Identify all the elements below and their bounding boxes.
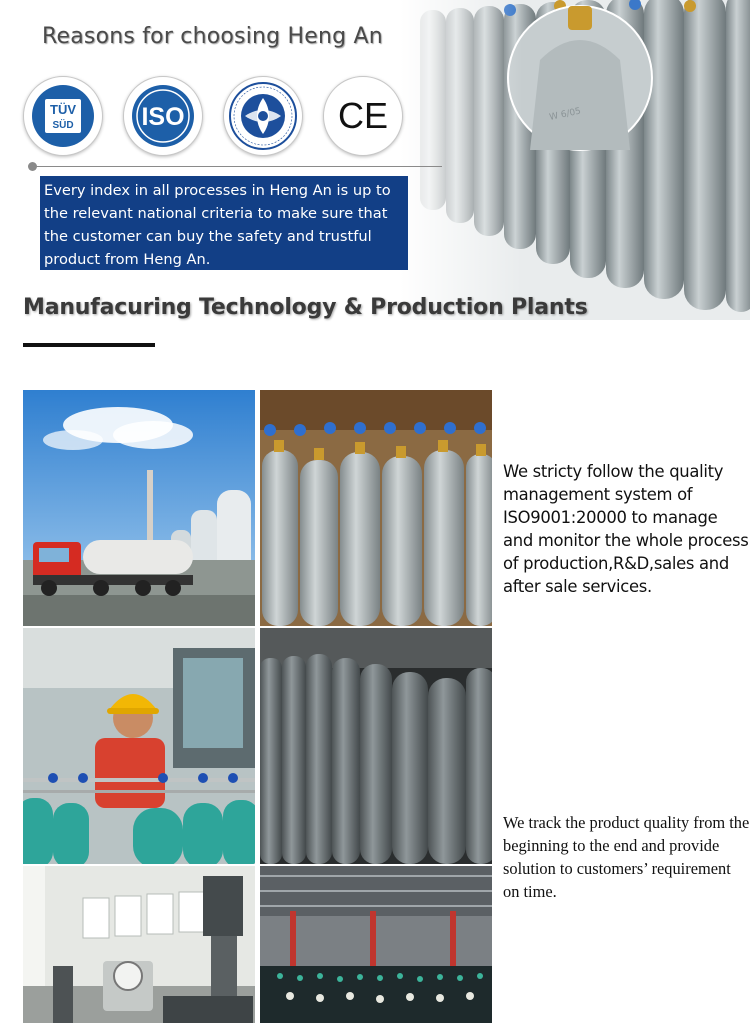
dot-logo xyxy=(223,76,303,156)
photo-testing-lab xyxy=(23,866,255,1023)
tuv-line2: SÜD xyxy=(52,120,74,131)
quality-system-text: We stricty follow the quality management system of ISO9001:20000 to manage and monitor the whole process of production,R&D,sales and after sale services. xyxy=(503,462,749,596)
ce-mark-icon xyxy=(330,83,396,149)
photo-factory-warehouse xyxy=(260,866,492,1023)
ce-logo xyxy=(323,76,403,156)
tuv-badge-icon xyxy=(30,83,96,149)
section-underline xyxy=(23,343,155,347)
ce-label: CE xyxy=(337,95,389,136)
photo-worker-inspection xyxy=(23,628,255,864)
tuv-line1: TÜV xyxy=(50,102,76,117)
hero-banner xyxy=(0,0,750,320)
photo-production-plant xyxy=(23,390,255,626)
dot-seal-icon xyxy=(228,81,298,151)
connector-line xyxy=(32,166,442,167)
quality-tracking-text: We track the product quality from the beginning to the end and provide solution to customers’ requirement on time. xyxy=(503,813,750,901)
section-title: Manufacuring Technology & Production Plants xyxy=(23,295,588,320)
iso-badge-icon xyxy=(130,83,196,149)
banner-description: Every index in all processes in Heng An is up to the relevant national criteria to make sure that the customer can buy the safety and trustful product from Heng An. xyxy=(40,176,408,270)
iso-label: ISO xyxy=(141,103,185,131)
tuv-sud-logo xyxy=(23,76,103,156)
certification-logos xyxy=(23,76,413,156)
photo-cylinder-rows xyxy=(260,390,492,626)
photo-cylinder-closeup xyxy=(260,628,492,864)
iso-logo xyxy=(123,76,203,156)
gas-cylinders-photo xyxy=(400,0,750,320)
banner-title: Reasons for choosing Heng An xyxy=(42,24,383,49)
